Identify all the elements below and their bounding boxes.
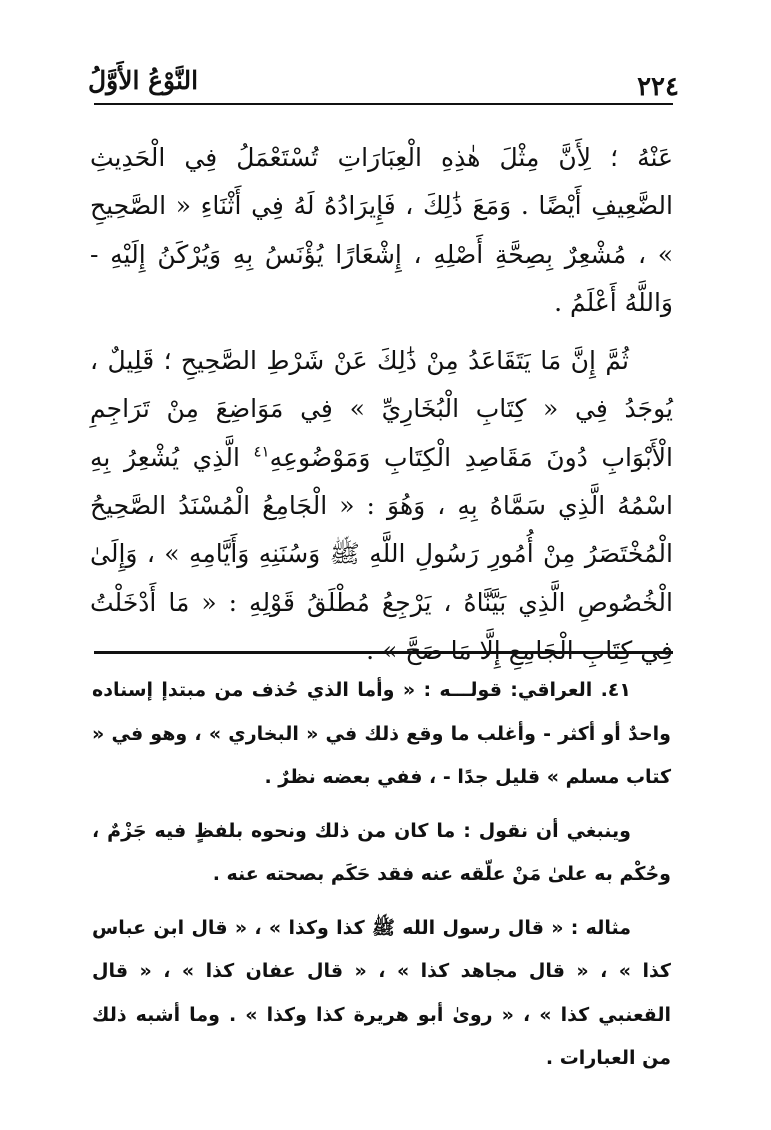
page-number: ٢٢٤: [637, 72, 679, 102]
main-text: [90, 134, 673, 675]
footnote-reference: ٤١: [253, 442, 270, 461]
chapter-title: النَّوْعُ الأَوَّلُ: [88, 66, 199, 95]
footnote-41: ٤١. العراقي: قولـــه : « وأما الذي حُذف من مبتدإ إسناده واحدٌ أو أكثر - وأغلب ما وقع ذلك في « البخاري » ، وهو في « كتاب مسلم » قليل جدًا - ، ففي بعضه نظرٌ .: [92, 679, 671, 788]
running-header: [88, 62, 679, 102]
header-rule: [94, 103, 673, 105]
main-paragraph-2: [90, 337, 673, 675]
main-paragraph-2-part-1: ثُمَّ إِنَّ مَا يَتَقَاعَدُ مِنْ ذَٰلِكَ عَنْ شَرْطِ الصَّحِيحِ ؛ قَلِيلٌ ، يُوجَدُ فِي « كِتَابِ الْبُخَارِيِّ » فِي مَوَاضِعَ مِنْ تَرَاجِمِ الْأَبْوَابِ دُونَ مَقَاصِدِ الْكِتَابِ وَمَوْضُوعِهِ: [90, 346, 674, 472]
footnote-separator: [94, 651, 673, 654]
main-paragraph-2-part-2: الَّذِي يُشْعِرُ بِهِ اسْمُهُ الَّذِي سَمَّاهُ بِهِ ، وَهُوَ : « الْجَامِعُ الْمُسْنَدُ الصَّحِيحُ الْمُخْتَصَرُ مِنْ أُمُورِ رَسُولِ اللَّهِ ﷺ وَسُنَنِهِ وَأَيَّامِهِ » ، وَإِلَىٰ الْخُصُوصِ الَّذِي بَيَّنَّاهُ ، يَرْجِعُ مُطْلَقُ قَوْلِهِ : « مَا أَدْخَلْتُ فِي كِتَابِ الْجَامِعِ إِلَّا مَا صَحَّ » .: [90, 442, 673, 665]
footnotes: [92, 669, 671, 1081]
footnote-paragraph-3: مثاله : « قال رسول الله ﷺ كذا وكذا » ، « قال ابن عباس كذا » ، « قال مجاهد كذا » ، « قال عفان كذا » ، « قال القعنبي كذا » ، « روىٰ أبو هريرة كذا وكذا » . وما أشبه ذلك من العبارات .: [92, 916, 671, 1069]
footnote-paragraph-2: وينبغي أن نقول : ما كان من ذلك ونحوه بلفظٍ فيه جَزْمٌ ، وحُكْم به علىٰ مَنْ علّقه عنه فقد حَكَم بصحته عنه .: [92, 819, 671, 885]
main-paragraph-1: عَنْهُ ؛ لِأَنَّ مِثْلَ هٰذِهِ الْعِبَارَاتِ تُسْتَعْمَلُ فِي الْحَدِيثِ الضَّعِيفِ أَيْضًا . وَمَعَ ذَٰلِكَ ، فَإِيرَادُهُ لَهُ فِي أَثْنَاءِ « الصَّحِيحِ » ، مُشْعِرٌ بِصِحَّةِ أَصْلِهِ ، إِشْعَارًا يُؤْنَسُ بِهِ وَيُرْكَنُ إِلَيْهِ - وَاللَّهُ أَعْلَمُ .: [90, 143, 673, 317]
